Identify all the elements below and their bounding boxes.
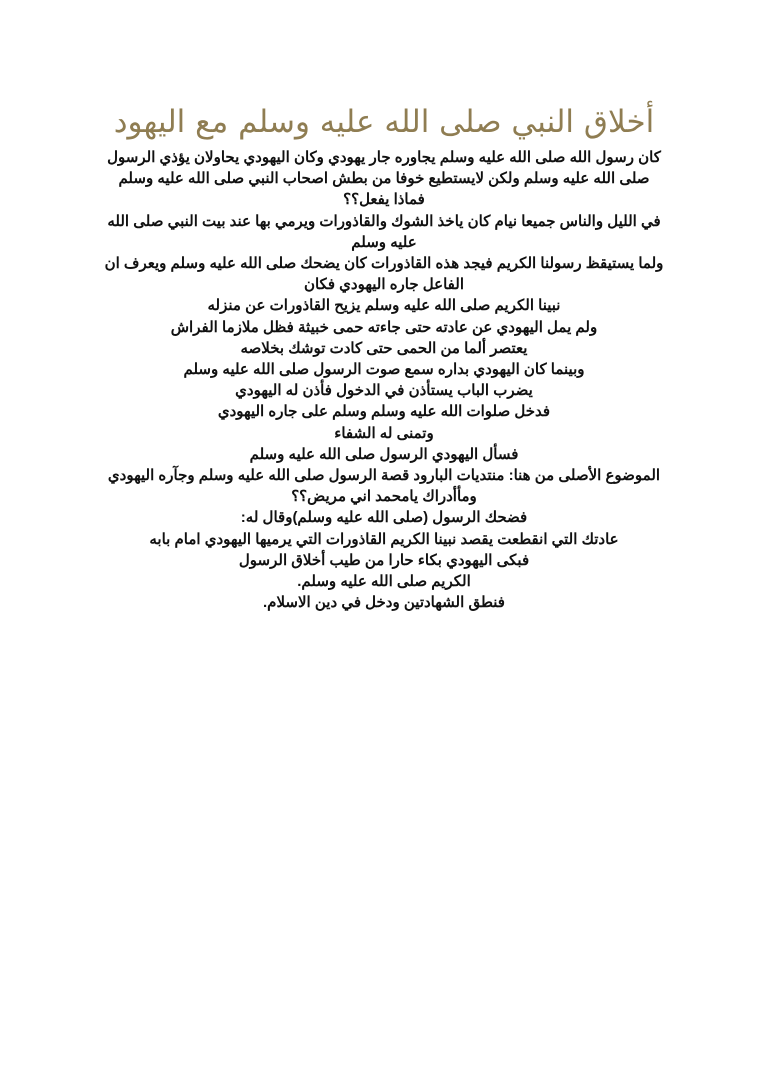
document-body: [92, 147, 676, 613]
text-line: ومأأدراك يامحمد اني مريض؟؟: [291, 488, 477, 506]
source-line: الموضوع الأصلى من هنا: منتديات البارود قصة الرسول صلى الله عليه وسلم وجآره اليهودي: [107, 467, 661, 485]
text-line: ولما يستيقظ رسولنا الكريم فيجد هذه القاذورات كان يضحك صلى الله عليه وسلم ويعرف ان: [104, 255, 664, 273]
text-line: وبينما كان اليهودي بداره سمع صوت الرسول صلى الله عليه وسلم: [183, 361, 585, 379]
text-line: عليه وسلم: [351, 233, 417, 251]
text-line: ولم يمل اليهودي عن عادته حتى جاءته حمى خبيثة فظل ملازما الفراش: [170, 318, 598, 336]
text-line: كان رسول الله صلى الله عليه وسلم يجاوره جار يهودي وكان اليهودي يحاولان يؤذي الرسول: [107, 149, 661, 166]
text-line: فماذا يفعل؟؟: [343, 191, 425, 209]
text-line: الكريم صلى الله عليه وسلم.: [297, 573, 471, 591]
text-line: فبكى اليهودي بكاء حارا من طيب أخلاق الرسول: [238, 551, 530, 569]
text-line: فنطق الشهادتين ودخل في دين الاسلام.: [263, 594, 505, 612]
text-line: فدخل صلوات الله عليه وسلم وسلم على جاره اليهودي: [217, 403, 551, 421]
text-line: الفاعل جاره اليهودي فكان: [303, 276, 465, 294]
text-line: يعتصر ألما من الحمى حتى كادت توشك بخلاصه: [240, 339, 528, 357]
text-line: صلى الله عليه وسلم ولكن لايستطيع خوفا من بطش اصحاب النبي صلى الله عليه وسلم: [118, 170, 650, 188]
text-line: وتمنى له الشفاء: [334, 424, 434, 442]
text-line: فسأل اليهودي الرسول صلى الله عليه وسلم: [249, 445, 519, 463]
text-line: نبينا الكريم صلى الله عليه وسلم يزيح القاذورات عن منزله: [207, 297, 561, 315]
text-line: في الليل والناس جميعا نيام كان ياخذ الشوك والقاذورات ويرمي بها عند بيت النبي صلى الله: [107, 212, 661, 230]
text-line: يضرب الباب يستأذن في الدخول فأذن له اليهودي: [235, 382, 533, 400]
text-line: عادتك التي انقطعت يقصد نبينا الكريم القاذورات التي يرميها اليهودي امام بابه: [149, 530, 619, 548]
document-title: أخلاق النبي صلى الله عليه وسلم مع اليهود: [113, 104, 655, 140]
text-line: فضحك الرسول (صلى الله عليه وسلم)وقال له:: [240, 509, 528, 527]
